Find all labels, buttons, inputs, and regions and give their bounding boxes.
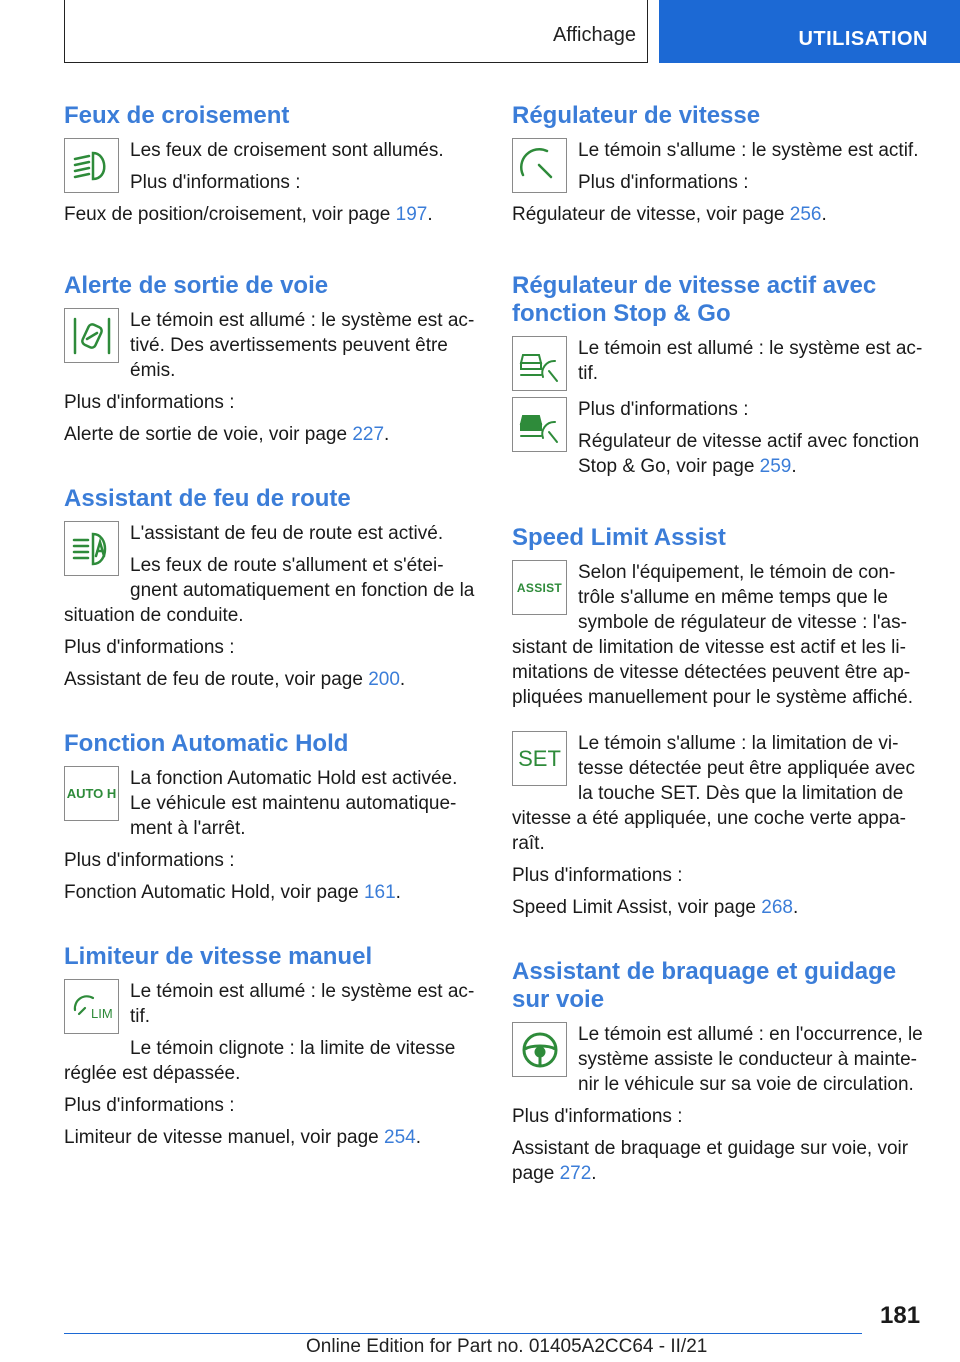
paragraph: Les feux de croisement sont allumés. bbox=[130, 140, 444, 161]
section-cruise-control bbox=[512, 102, 924, 234]
paragraph: La fonction Automatic Hold est activée. Le véhicule est maintenu automatiquement à l'arrêt. bbox=[130, 768, 458, 839]
section-title: Régulateur de vitesse actif avec fonction Stop & Go bbox=[512, 272, 877, 327]
paragraph: Plus d'informations : bbox=[578, 399, 749, 420]
section-high-beam-assist bbox=[64, 485, 476, 692]
paragraph: Selon l'équipement, le témoin de contrôle s'allume en même temps que le symbole de régulateur de vitesse : l'assistant de limitation de vitesse est actif et les limitations de vitesse détectées peuvent être appliquées manuellement pour le système affiché. bbox=[512, 562, 913, 708]
page-link[interactable]: 272 bbox=[559, 1163, 592, 1184]
paragraph: Le témoin est allumé : en l'occurrence, le système assiste le conducteur à maintenir le véhicule sur sa voie de circulation. bbox=[578, 1024, 923, 1095]
steering-wheel-icon bbox=[512, 1022, 567, 1077]
paragraph: Fonction Automatic Hold, voir page 161. bbox=[64, 882, 401, 903]
lane-departure-icon bbox=[64, 308, 119, 363]
section-speed-limit-assist bbox=[512, 524, 924, 920]
section-title: Alerte de sortie de voie bbox=[64, 272, 329, 299]
high-beam-assist-icon bbox=[64, 521, 119, 576]
paragraph: L'assistant de feu de route est activé. bbox=[130, 523, 444, 544]
paragraph: Assistant de feu de route, voir page 200. bbox=[64, 669, 406, 690]
paragraph: Les feux de route s'allument et s'éteignent automatiquement en fonction de la situation de conduite. bbox=[64, 555, 475, 626]
section-title: Assistant de braquage et guidage sur voie bbox=[512, 958, 897, 1013]
page-link[interactable]: 227 bbox=[352, 424, 385, 445]
section-manual-speed-limiter bbox=[64, 943, 476, 1150]
page-link[interactable]: 259 bbox=[759, 456, 792, 477]
speed-limiter-icon-text: LIM bbox=[90, 1005, 113, 1021]
section-title: Assistant de feu de route bbox=[64, 485, 351, 512]
acc-icon bbox=[512, 336, 567, 391]
paragraph: Feux de position/croisement, voir page 197. bbox=[64, 204, 433, 225]
paragraph: Plus d'informations : bbox=[512, 865, 683, 886]
section-title: Speed Limit Assist bbox=[512, 524, 726, 551]
paragraph: Limiteur de vitesse manuel, voir page 254. bbox=[64, 1127, 421, 1148]
right-column bbox=[512, 102, 924, 1210]
set-icon bbox=[512, 731, 567, 786]
header-section: Affichage bbox=[552, 24, 636, 46]
page-number: 181 bbox=[880, 1302, 921, 1329]
header-chapter: UTILISATION bbox=[659, 0, 960, 63]
acc-active-icon bbox=[512, 397, 567, 452]
paragraph: Plus d'informations : bbox=[64, 637, 235, 658]
section-steering-lane-guidance bbox=[512, 958, 924, 1186]
paragraph: Le témoin s'allume : le système est actif. bbox=[578, 140, 919, 161]
section-title: Limiteur de vitesse manuel bbox=[64, 943, 373, 970]
page-link[interactable]: 254 bbox=[384, 1127, 416, 1148]
footer-edition: Online Edition for Part no. 01405A2CC64 - II/21 bbox=[306, 1336, 708, 1357]
paragraph: Plus d'informations : bbox=[64, 392, 235, 413]
paragraph: Plus d'informations : bbox=[64, 850, 235, 871]
paragraph: Plus d'informations : bbox=[578, 172, 749, 193]
paragraph: Le témoin clignote : la limite de vitesse réglée est dépassée. bbox=[64, 1038, 456, 1084]
paragraph: Régulateur de vitesse, voir page 256. bbox=[512, 204, 827, 225]
speed-limiter-icon bbox=[64, 979, 119, 1034]
paragraph: Le témoin est allumé : le système est activé. Des avertissements peuvent être émis. bbox=[130, 310, 475, 381]
section-automatic-hold bbox=[64, 730, 476, 905]
page-link[interactable]: 256 bbox=[789, 204, 822, 225]
auto-hold-icon bbox=[64, 766, 119, 821]
section-acc-stop-go bbox=[512, 272, 924, 486]
page-link[interactable]: 161 bbox=[363, 882, 396, 903]
set-icon-text: SET bbox=[518, 745, 561, 771]
section-low-beam bbox=[64, 102, 476, 234]
paragraph: Plus d'informations : bbox=[130, 172, 301, 193]
footer-divider bbox=[64, 1333, 862, 1334]
paragraph: Régulateur de vitesse actif avec fonction Stop & Go, voir page 259. bbox=[578, 431, 920, 477]
paragraph: Le témoin s'allume : la limitation de vitesse détectée peut être appliquée avec la touche SET. Dès que la limitation de vitesse a été appliquée, une coche verte apparaît. bbox=[512, 733, 915, 854]
page-link[interactable]: 200 bbox=[368, 669, 400, 690]
paragraph: Le témoin est allumé : le système est actif. bbox=[578, 338, 923, 384]
paragraph: Le témoin est allumé : le système est actif. bbox=[130, 981, 475, 1027]
paragraph: Assistant de braquage et guidage sur voie, voir page 272. bbox=[512, 1138, 909, 1184]
cruise-control-icon bbox=[512, 138, 567, 193]
paragraph: Plus d'informations : bbox=[64, 1095, 235, 1116]
paragraph: Speed Limit Assist, voir page 268. bbox=[512, 897, 799, 918]
section-title: Feux de croisement bbox=[64, 102, 290, 129]
page-link[interactable]: 197 bbox=[395, 204, 428, 225]
section-lane-departure bbox=[64, 272, 476, 447]
paragraph: Alerte de sortie de voie, voir page 227. bbox=[64, 424, 390, 445]
assist-icon-text: ASSIST bbox=[516, 580, 563, 595]
section-title: Fonction Automatic Hold bbox=[64, 730, 349, 757]
section-title: Régulateur de vitesse bbox=[512, 102, 761, 129]
left-column bbox=[64, 102, 476, 1174]
low-beam-icon bbox=[64, 138, 119, 193]
assist-icon bbox=[512, 560, 567, 615]
page-link[interactable]: 268 bbox=[761, 897, 793, 918]
auto-hold-icon-text: AUTO H bbox=[66, 786, 117, 801]
paragraph: Plus d'informations : bbox=[512, 1106, 683, 1127]
